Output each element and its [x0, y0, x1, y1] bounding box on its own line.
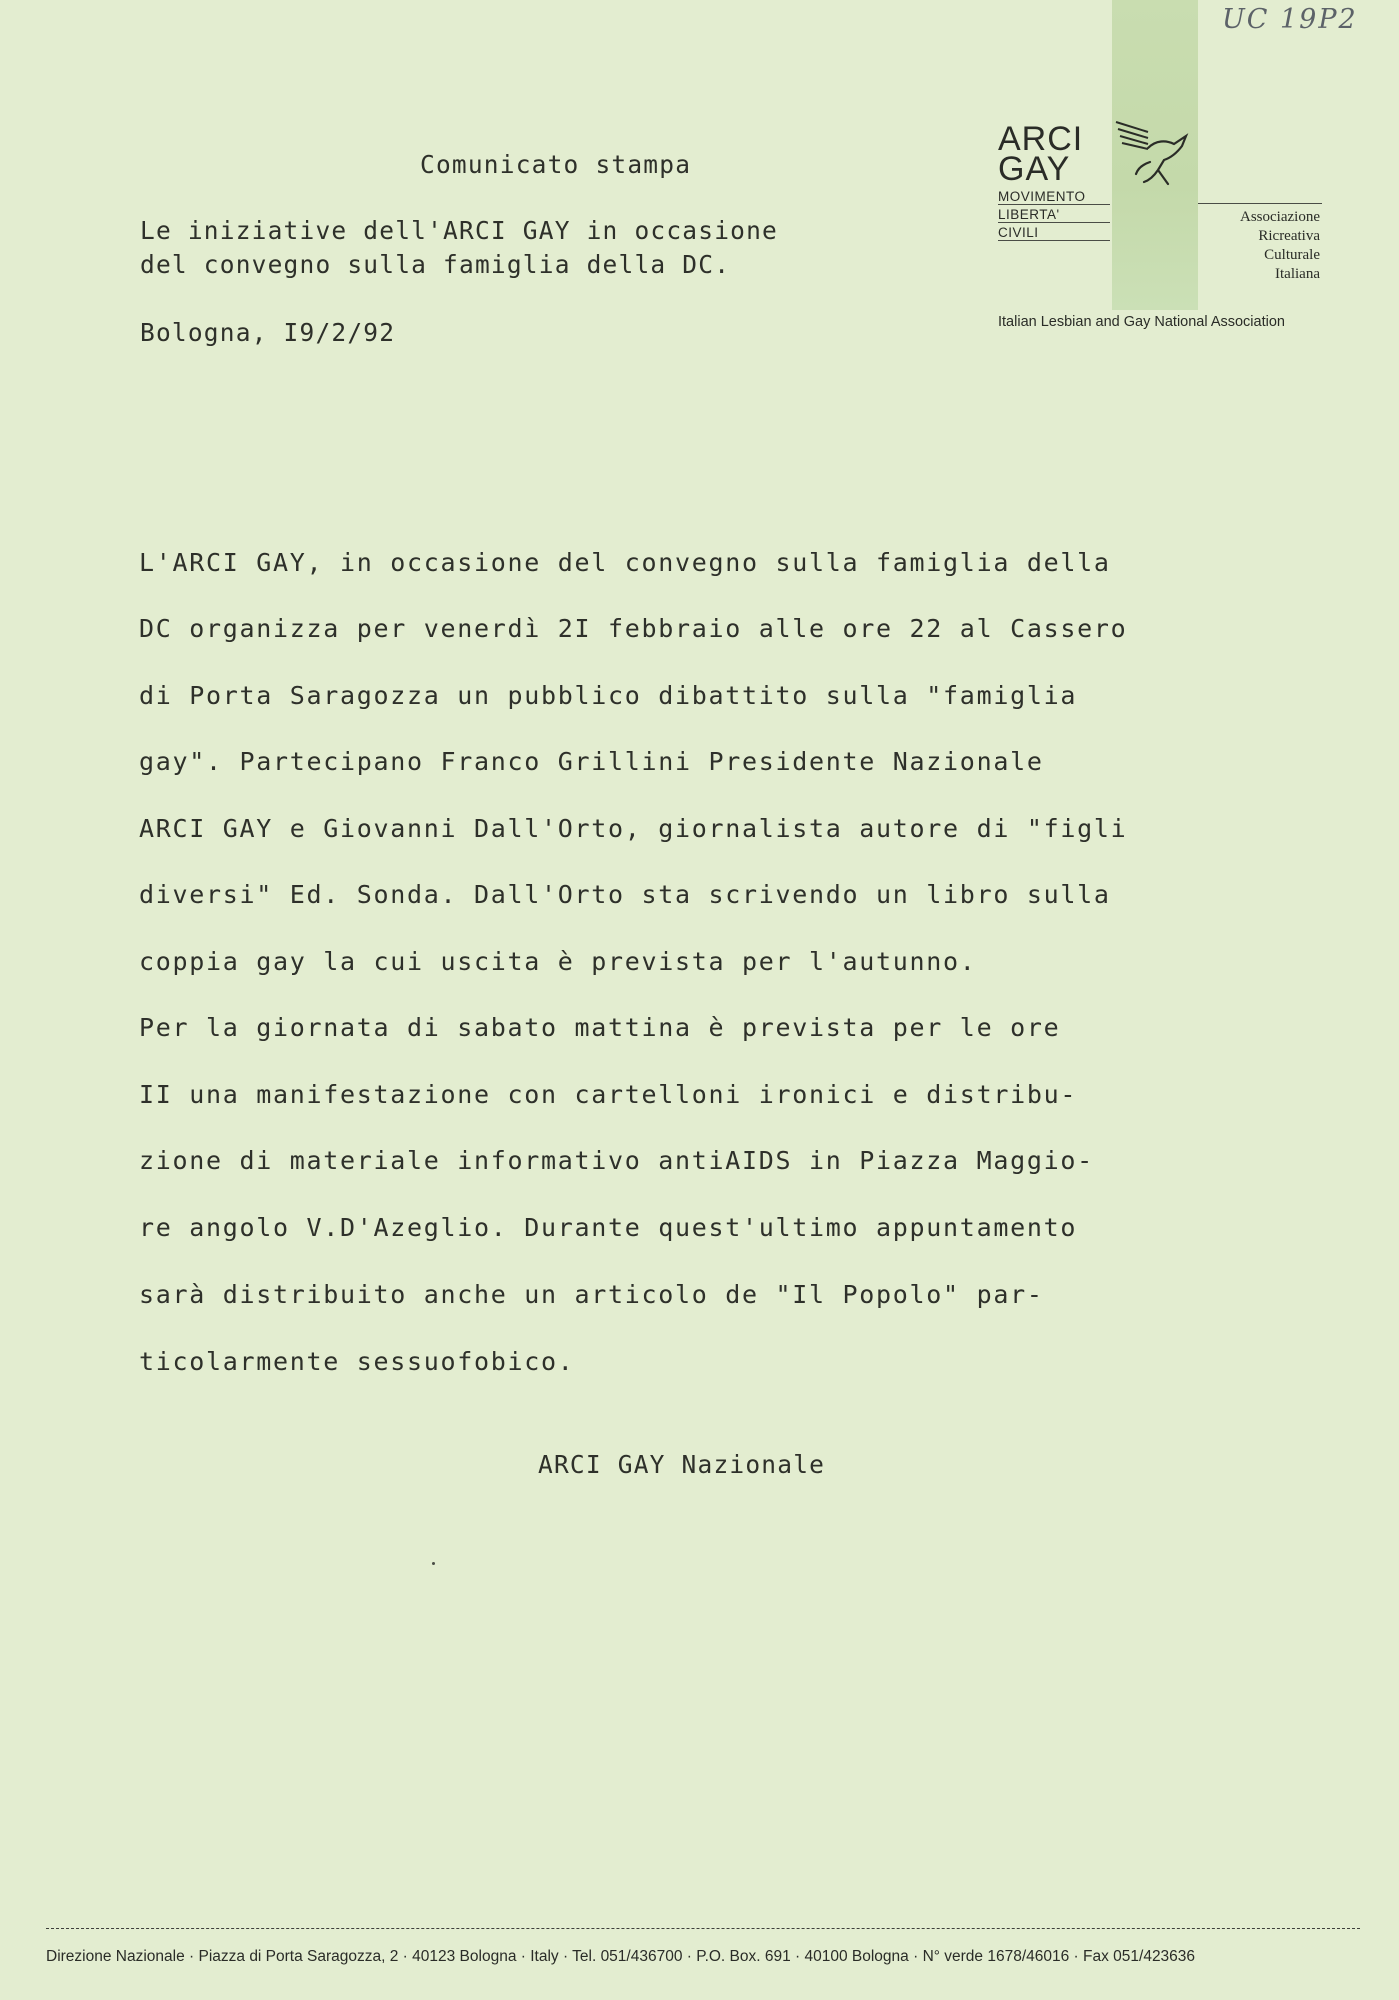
dateline: Bologna, I9/2/92	[140, 318, 396, 347]
body-line: re angolo V.D'Azeglio. Durante quest'ultimo appuntamento	[139, 1213, 1078, 1242]
association-line: Italiana	[1275, 266, 1320, 282]
logo-subtitle-civili: CIVILI	[998, 225, 1110, 241]
ink-speck	[432, 1562, 435, 1565]
association-line: Ricreativa	[1258, 228, 1320, 244]
body-line: zione di materiale informativo antiAIDS in Piazza Maggio-	[139, 1146, 1094, 1175]
body-line: coppia gay la cui uscita è prevista per l'autunno.	[139, 947, 977, 976]
body-line: II una manifestazione con cartelloni ironici e distribu-	[139, 1080, 1078, 1109]
body-line: sarà distribuito anche un articolo de "Il Popolo" par-	[139, 1280, 1044, 1309]
logo-text-arci: ARCI	[998, 120, 1084, 158]
association-line: Culturale	[1264, 247, 1320, 263]
logo-subtitle-liberta: LIBERTA'	[998, 207, 1110, 223]
body-line: L'ARCI GAY, in occasione del convegno sulla famiglia della	[139, 548, 1111, 577]
press-release-title: Comunicato stampa	[420, 150, 692, 179]
press-release-subtitle-line: del convegno sulla famiglia della DC.	[140, 250, 731, 279]
association-rule	[1198, 203, 1322, 204]
press-release-subtitle-line: Le iniziative dell'ARCI GAY in occasione	[140, 216, 779, 245]
body-line: ticolarmente sessuofobico.	[139, 1347, 575, 1376]
handwritten-archive-note: UC 19P2	[1222, 4, 1358, 35]
footer-address: Direzione Nazionale · Piazza di Porta Saragozza, 2 · 40123 Bologna · Italy · Tel. 051/436700 · P.O. Box. 691 · 40100 Bologna · N° verde 1678/46016 · Fax 051/423636	[46, 1948, 1196, 1965]
letterhead-tagline: Italian Lesbian and Gay National Association	[998, 314, 1285, 330]
body-line: ARCI GAY e Giovanni Dall'Orto, giornalista autore di "figli	[139, 814, 1128, 843]
pegasus-logo-icon	[1078, 118, 1198, 194]
body-line: gay". Partecipano Franco Grillini Presidente Nazionale	[139, 747, 1044, 776]
body-line: DC organizza per venerdì 2I febbraio alle ore 22 al Cassero	[139, 614, 1128, 643]
logo-text-gay: GAY	[998, 150, 1071, 188]
logo-subtitle-movimento: MOVIMENTO	[998, 189, 1110, 205]
signature: ARCI GAY Nazionale	[538, 1450, 826, 1479]
body-line: diversi" Ed. Sonda. Dall'Orto sta scrivendo un libro sulla	[139, 880, 1111, 909]
body-line: Per la giornata di sabato mattina è prevista per le ore	[139, 1013, 1061, 1042]
footer-rule	[46, 1928, 1360, 1929]
association-line: Associazione	[1240, 209, 1320, 225]
body-line: di Porta Saragozza un pubblico dibattito sulla "famiglia	[139, 681, 1078, 710]
